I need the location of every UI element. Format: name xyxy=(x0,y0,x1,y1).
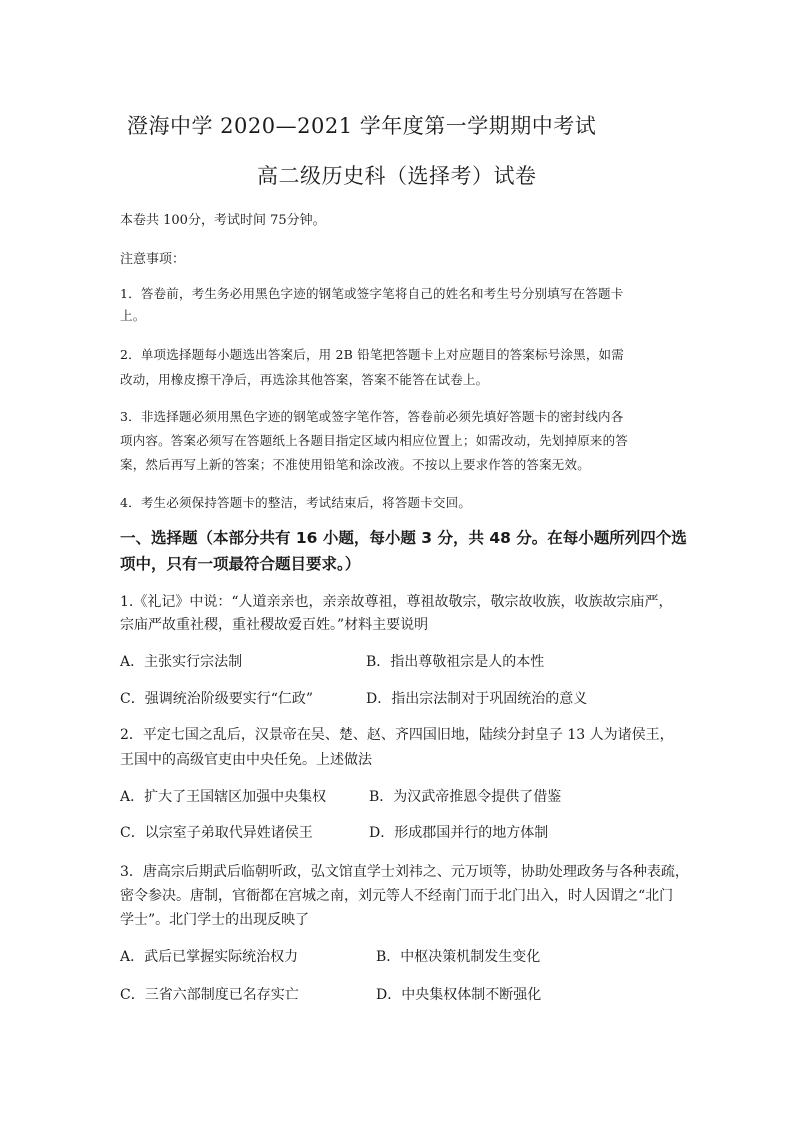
note-1-line-1: 1．答卷前，考生务必用黑色字迹的钢笔或签字笔将自己的姓名和考生号分别填写在答题卡 xyxy=(120,286,624,301)
question-1-option-c[interactable]: C．强调统治阶级要实行“仁政” xyxy=(120,691,314,707)
question-2-stem-line-1: 2．平定七国之乱后，汉景帝在吴、楚、赵、齐四国旧地，陆续分封皇子 13 人为诸侯王， xyxy=(120,727,674,743)
question-2-stem-line-2: 王国中的高级官吏由中央任免。上述做法 xyxy=(120,752,372,768)
question-1-option-d[interactable]: D．指出宗法制对于巩固统治的意义 xyxy=(366,691,588,707)
question-1-option-a[interactable]: A．主张实行宗法制 xyxy=(120,654,243,670)
question-2-option-a[interactable]: A．扩大了王国辖区加强中央集权 xyxy=(120,789,327,805)
section-heading-line-1: 一、选择题（本部分共有 16 小题，每小题 3 分，共 48 分。在每小题所列四个选 xyxy=(120,529,687,547)
exam-intro: 本卷共 100分，考试时间 75分钟。 xyxy=(120,213,326,228)
question-3-stem-line-3: 学士”。北门学士的出现反映了 xyxy=(120,912,310,928)
exam-title: 澄海中学 2020—2021 学年度第一学期期中考试 xyxy=(127,114,597,138)
notes-heading: 注意事项： xyxy=(120,252,186,267)
note-3-line-2: 项内容。答案必须写在答题纸上各题目指定区域内相应位置上；如需改动，先划掉原来的答 xyxy=(120,433,629,448)
question-3-stem-line-1: 3．唐高宗后期武后临朝听政，弘文馆直学士刘祎之、元万顷等，协助处理政务与各种表疏， xyxy=(120,864,689,880)
question-3-stem-line-2: 密令参决。唐制，官衙都在宫城之南，刘元等人不经南门而于北门出入，时人因谓之“北门 xyxy=(120,888,674,904)
exam-subtitle: 高二级历史科（选择考）试卷 xyxy=(257,164,537,188)
question-2-option-d[interactable]: D．形成郡国并行的地方体制 xyxy=(369,825,549,841)
note-4-line-1: 4．考生必须保持答题卡的整洁，考试结束后，将答题卡交回。 xyxy=(120,495,472,510)
question-2-option-b[interactable]: B．为汉武帝推恩令提供了借鉴 xyxy=(369,789,562,805)
question-2-option-c[interactable]: C．以宗室子弟取代异姓诸侯王 xyxy=(120,825,313,841)
question-3-option-d[interactable]: D．中央集权体制不断强化 xyxy=(376,987,542,1003)
note-3-line-3: 案，然后再写上新的答案；不准使用铅笔和涂改液。不按以上要求作答的答案无效。 xyxy=(120,457,590,472)
question-1-stem-line-1: 1.《礼记》中说：“人道亲亲也，亲亲故尊祖，尊祖故敬宗，敬宗故收族，收族故宗庙严， xyxy=(120,594,673,610)
note-1-line-2: 上。 xyxy=(120,308,146,323)
section-heading-line-2: 项中，只有一项最符合题目要求。） xyxy=(120,555,361,573)
question-3-option-a[interactable]: A．武后已掌握实际统治权力 xyxy=(120,949,299,965)
question-3-option-b[interactable]: B．中枢决策机制发生变化 xyxy=(376,949,541,965)
question-3-option-c[interactable]: C．三省六部制度已名存实亡 xyxy=(120,987,299,1003)
note-2-line-2: 改动，用橡皮擦干净后，再选涂其他答案，答案不能答在试卷上。 xyxy=(120,372,489,387)
question-1-option-b[interactable]: B．指出尊敬祖宗是人的本性 xyxy=(366,654,545,670)
question-1-stem-line-2: 宗庙严故重社稷，重社稷故爱百姓。”材料主要说明 xyxy=(120,617,429,633)
note-3-line-1: 3．非选择题必须用黑色字迹的钢笔或签字笔作答，答卷前必须先填好答题卡的密封线内各 xyxy=(120,409,624,424)
note-2-line-1: 2．单项选择题每小题选出答案后，用 2B 铅笔把答题卡上对应题目的答案标号涂黑，如需 xyxy=(120,347,624,362)
